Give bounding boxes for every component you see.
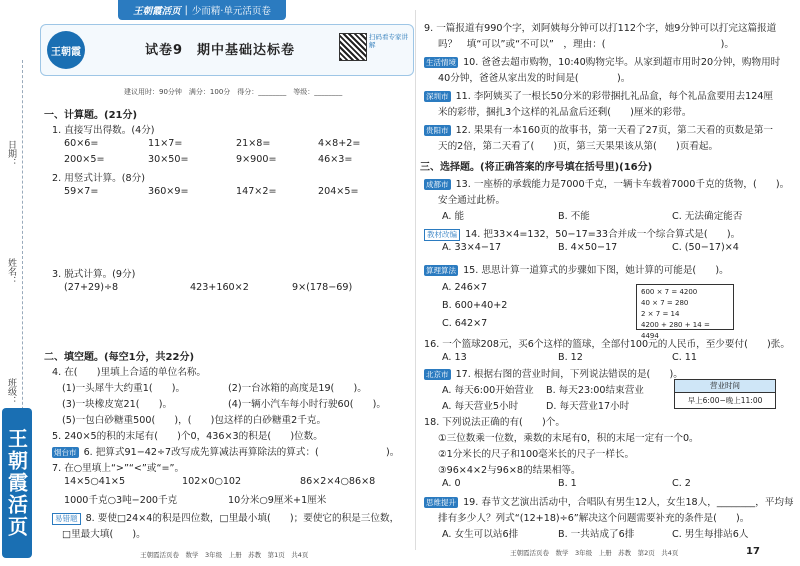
right-column (420, 0, 792, 566)
q13-row (424, 176, 789, 190)
context-tag: 生活情境 (426, 58, 456, 67)
q17: 17. 根据右图的营业时间，下列说法错误的是( )。 (455, 369, 683, 380)
left-footer: 王朝霞活页卷 数学 3年级 上册 苏教 第1页 共4页 (140, 551, 309, 559)
option: B. 每天23:00结束营业 (546, 385, 644, 396)
q18b: ②1分米长的尺子和100毫米长的尺子一样长。 (438, 449, 635, 460)
q8-row (52, 510, 399, 525)
q8b: □里最大填( )。 (62, 529, 146, 540)
calc-step: 4200 + 280 + 14 = 4494 (641, 321, 710, 340)
binding-margin (0, 0, 34, 566)
name-label: 姓名： (6, 258, 16, 285)
q14-row (424, 226, 740, 241)
calc-step: 40 × 7 = 280 (641, 299, 689, 307)
calc-step: 600 × 7 = 4200 (641, 288, 698, 296)
q3-item: 423+160×2 (190, 282, 249, 293)
q16: 16. 一个篮球208元，买6个这样的篮球，全部付100元的人民币，至少要付( )张。 (424, 339, 790, 350)
q5: 5. 240×5的积的末尾有( )个0，436×3的积是( )位数。 (52, 431, 323, 442)
exam-title: 试卷9 期中基础达标卷 (145, 43, 296, 58)
q1-item: 46×3= (318, 154, 353, 165)
q6-row (52, 444, 399, 458)
option: C. 2 (672, 478, 691, 489)
calc-step: 2 × 7 = 14 (641, 310, 680, 318)
source-tag: 教材改编 (424, 229, 460, 241)
q12a: 12. 果果有一本160页的故事书，第一天看了27页，第二天看的页数是第一 (455, 125, 774, 136)
q7-item: 86×2×4○86×8 (300, 476, 376, 487)
option: A. 13 (442, 352, 467, 363)
q1-item: 11×7= (148, 138, 183, 149)
q4d: (4)一辆小汽车每小时行驶60( )。 (228, 399, 387, 410)
q2-item: 360×9= (148, 186, 189, 197)
q7-item: 10分米○9厘米+1厘米 (228, 495, 327, 506)
q15: 15. 思思计算一道算式的步骤如下图，她计算的可能是( )。 (463, 265, 729, 276)
option: B. 不能 (558, 211, 590, 222)
option: C. 642×7 (442, 318, 488, 329)
q1-item: 4×8+2= (318, 138, 361, 149)
topic-tag: 算理算法 (426, 266, 456, 275)
q2-item: 59×7= (64, 186, 99, 197)
option: B. 600+40+2 (442, 300, 508, 311)
q19a: 19. 春节文艺演出活动中，合唱队有男生12人，女生18人，________，平均每 (463, 497, 794, 508)
q1-item: 60×6= (64, 138, 99, 149)
qr-caption: 扫码看专家讲解 (369, 33, 408, 49)
option: C. 无法确定能否 (672, 211, 743, 222)
business-hours-box (674, 379, 776, 409)
q3-item: (27+29)÷8 (64, 282, 119, 293)
brand-logo-vertical: 王朝霞活页 (2, 408, 32, 558)
region-tag: 深圳市 (426, 92, 449, 101)
option: A. 女生可以站6排 (442, 529, 519, 540)
q7-prompt: 7. 在○里填上“>”“<”或“=”。 (52, 463, 185, 474)
q8a: 8. 要使□24×4的积是四位数，□里最小填( )；要使它的积是三位数， (85, 513, 400, 524)
column-divider (415, 10, 416, 550)
region-tag: 贵阳市 (426, 126, 449, 135)
q4e: (5)一包白砂糖重500( )，( )包这样的白砂糖重2千克。 (62, 415, 327, 426)
option: C. 男生每排站6人 (672, 529, 749, 540)
q1-item: 30×50= (148, 154, 189, 165)
q1-item: 200×5= (64, 154, 105, 165)
date-label: 日期： (6, 140, 16, 167)
option: A. 每天6:00开始营业 (442, 385, 534, 396)
q9a: 9. 一篇报道有990个字，刘阿姨每分钟可以打112个字，她9分钟可以打完这篇报道 (424, 23, 777, 34)
option: A. 246×7 (442, 282, 487, 293)
section-3-title: 三、选择题。(将正确答案的序号填在括号里)(16分) (420, 162, 653, 173)
q3-item: 9×(178−69) (292, 282, 353, 293)
q4b: (2)一台冰箱的高度是19( )。 (228, 383, 367, 394)
calculation-steps-box (636, 284, 734, 340)
banner-brand: 王朝霞活页 (133, 6, 181, 17)
q18c: ③96×4×2与96×8的结果相等。 (438, 465, 581, 476)
option: A. 33×4−17 (442, 242, 502, 253)
q11b: 米的彩带，捆扎3个这样的礼品盒后还剩( )厘米的彩带。 (438, 107, 692, 118)
q1-prompt: 1. 直接写出得数。(4分) (52, 125, 155, 136)
q10b: 40分钟，爸爸从家出发的时间是( )。 (438, 73, 631, 84)
q7-item: 14×5○41×5 (64, 476, 126, 487)
q13: 13. 一座桥的承载能力是7000千克，一辆卡车载着7000千克的货物，( )。 (455, 179, 790, 190)
q12-row (424, 122, 773, 136)
region-tag: 成都市 (426, 180, 449, 189)
q18a: ①三位数乘一位数，乘数的末尾有0，积的末尾一定有一个0。 (438, 433, 699, 444)
hours-title: 营业时间 (675, 380, 775, 393)
option: B. 12 (558, 352, 583, 363)
exam-header (40, 24, 414, 76)
q18: 18. 下列说法正确的有( )个。 (424, 417, 565, 428)
section-2-title: 二、填空题。(每空1分，共22分) (44, 352, 195, 363)
q2-item: 147×2= (236, 186, 277, 197)
q13b: 安全通过此桥。 (438, 195, 506, 206)
option: A. 0 (442, 478, 461, 489)
option: A. 每天营业5小时 (442, 401, 519, 412)
q6: 6. 把算式91−42÷7改写成先算减法再算除法的算式：( )。 (83, 447, 400, 458)
q15-row (424, 262, 729, 276)
q7-item: 102×0○102 (182, 476, 242, 487)
q11-row (424, 88, 773, 102)
option: B. 一共站成了6排 (558, 529, 635, 540)
hours-value: 早上6:00−晚上11:00 (687, 396, 763, 405)
region-tag: 烟台市 (54, 448, 77, 457)
option: B. 1 (558, 478, 577, 489)
q4a: (1)一头犀牛大约重1( )。 (62, 383, 186, 394)
top-banner (118, 0, 286, 20)
q17-row (424, 366, 683, 380)
difficulty-tag: 思维提升 (426, 498, 456, 507)
banner-text: 少而精·单元活页卷 (191, 6, 271, 17)
q10-row (424, 54, 780, 68)
q19-row (424, 494, 794, 508)
right-footer: 王朝霞活页卷 数学 3年级 上册 苏教 第2页 共4页 (510, 549, 679, 557)
region-tag: 北京市 (426, 370, 449, 379)
brand-logo: 王朝霞 (47, 31, 85, 69)
q4-prompt: 4. 在( )里填上合适的单位名称。 (52, 367, 207, 378)
q14: 14. 把33×4=132，50−17=33合并成一个综合算式是( )。 (465, 229, 741, 240)
class-label: 班级： (6, 378, 16, 405)
q4c: (3)一块橡皮宽21( )。 (62, 399, 173, 410)
option: C. 11 (672, 352, 698, 363)
q9b: 吗？ 填“可以”或“不可以” ，理由：( )。 (438, 39, 734, 50)
cut-line (22, 60, 24, 460)
q3-prompt: 3. 脱式计算。(9分) (52, 269, 136, 280)
option: A. 能 (442, 211, 465, 222)
page-number: 17 (746, 546, 760, 557)
section-1-title: 一、计算题。(21分) (44, 110, 138, 121)
option: D. 每天营业17小时 (546, 401, 630, 412)
q1-item: 9×900= (236, 154, 277, 165)
q7-item: 1000千克○3吨−200千克 (64, 495, 178, 506)
q12b: 天的2倍，第二天看了( )页，第三天果果该从第( )页看起。 (438, 141, 719, 152)
q19b: 排有多少人？列式“(12+18)÷6”解决这个问题需要补充的条件是( )。 (438, 513, 750, 524)
q1-item: 21×8= (236, 138, 271, 149)
qr-code-icon[interactable] (339, 33, 367, 61)
q10a: 10. 爸爸去超市购物，10:40购物完毕。从家到超市用时20分钟，购物用时 (463, 57, 781, 68)
option: B. 4×50−17 (558, 242, 618, 253)
exam-meta: 建议用时：90分钟 满分：100分 得分：________ 等级：________ (124, 88, 343, 96)
banner-separator: | (184, 4, 188, 16)
option: C. (50−17)×4 (672, 242, 739, 253)
q11a: 11. 李阿姨买了一根长50分米的彩带捆扎礼品盒，每个礼品盒要用去124厘 (455, 91, 774, 102)
difficulty-tag: 易错题 (52, 513, 81, 525)
left-column (40, 24, 412, 560)
q2-item: 204×5= (318, 186, 359, 197)
q2-prompt: 2. 用竖式计算。(8分) (52, 173, 145, 184)
